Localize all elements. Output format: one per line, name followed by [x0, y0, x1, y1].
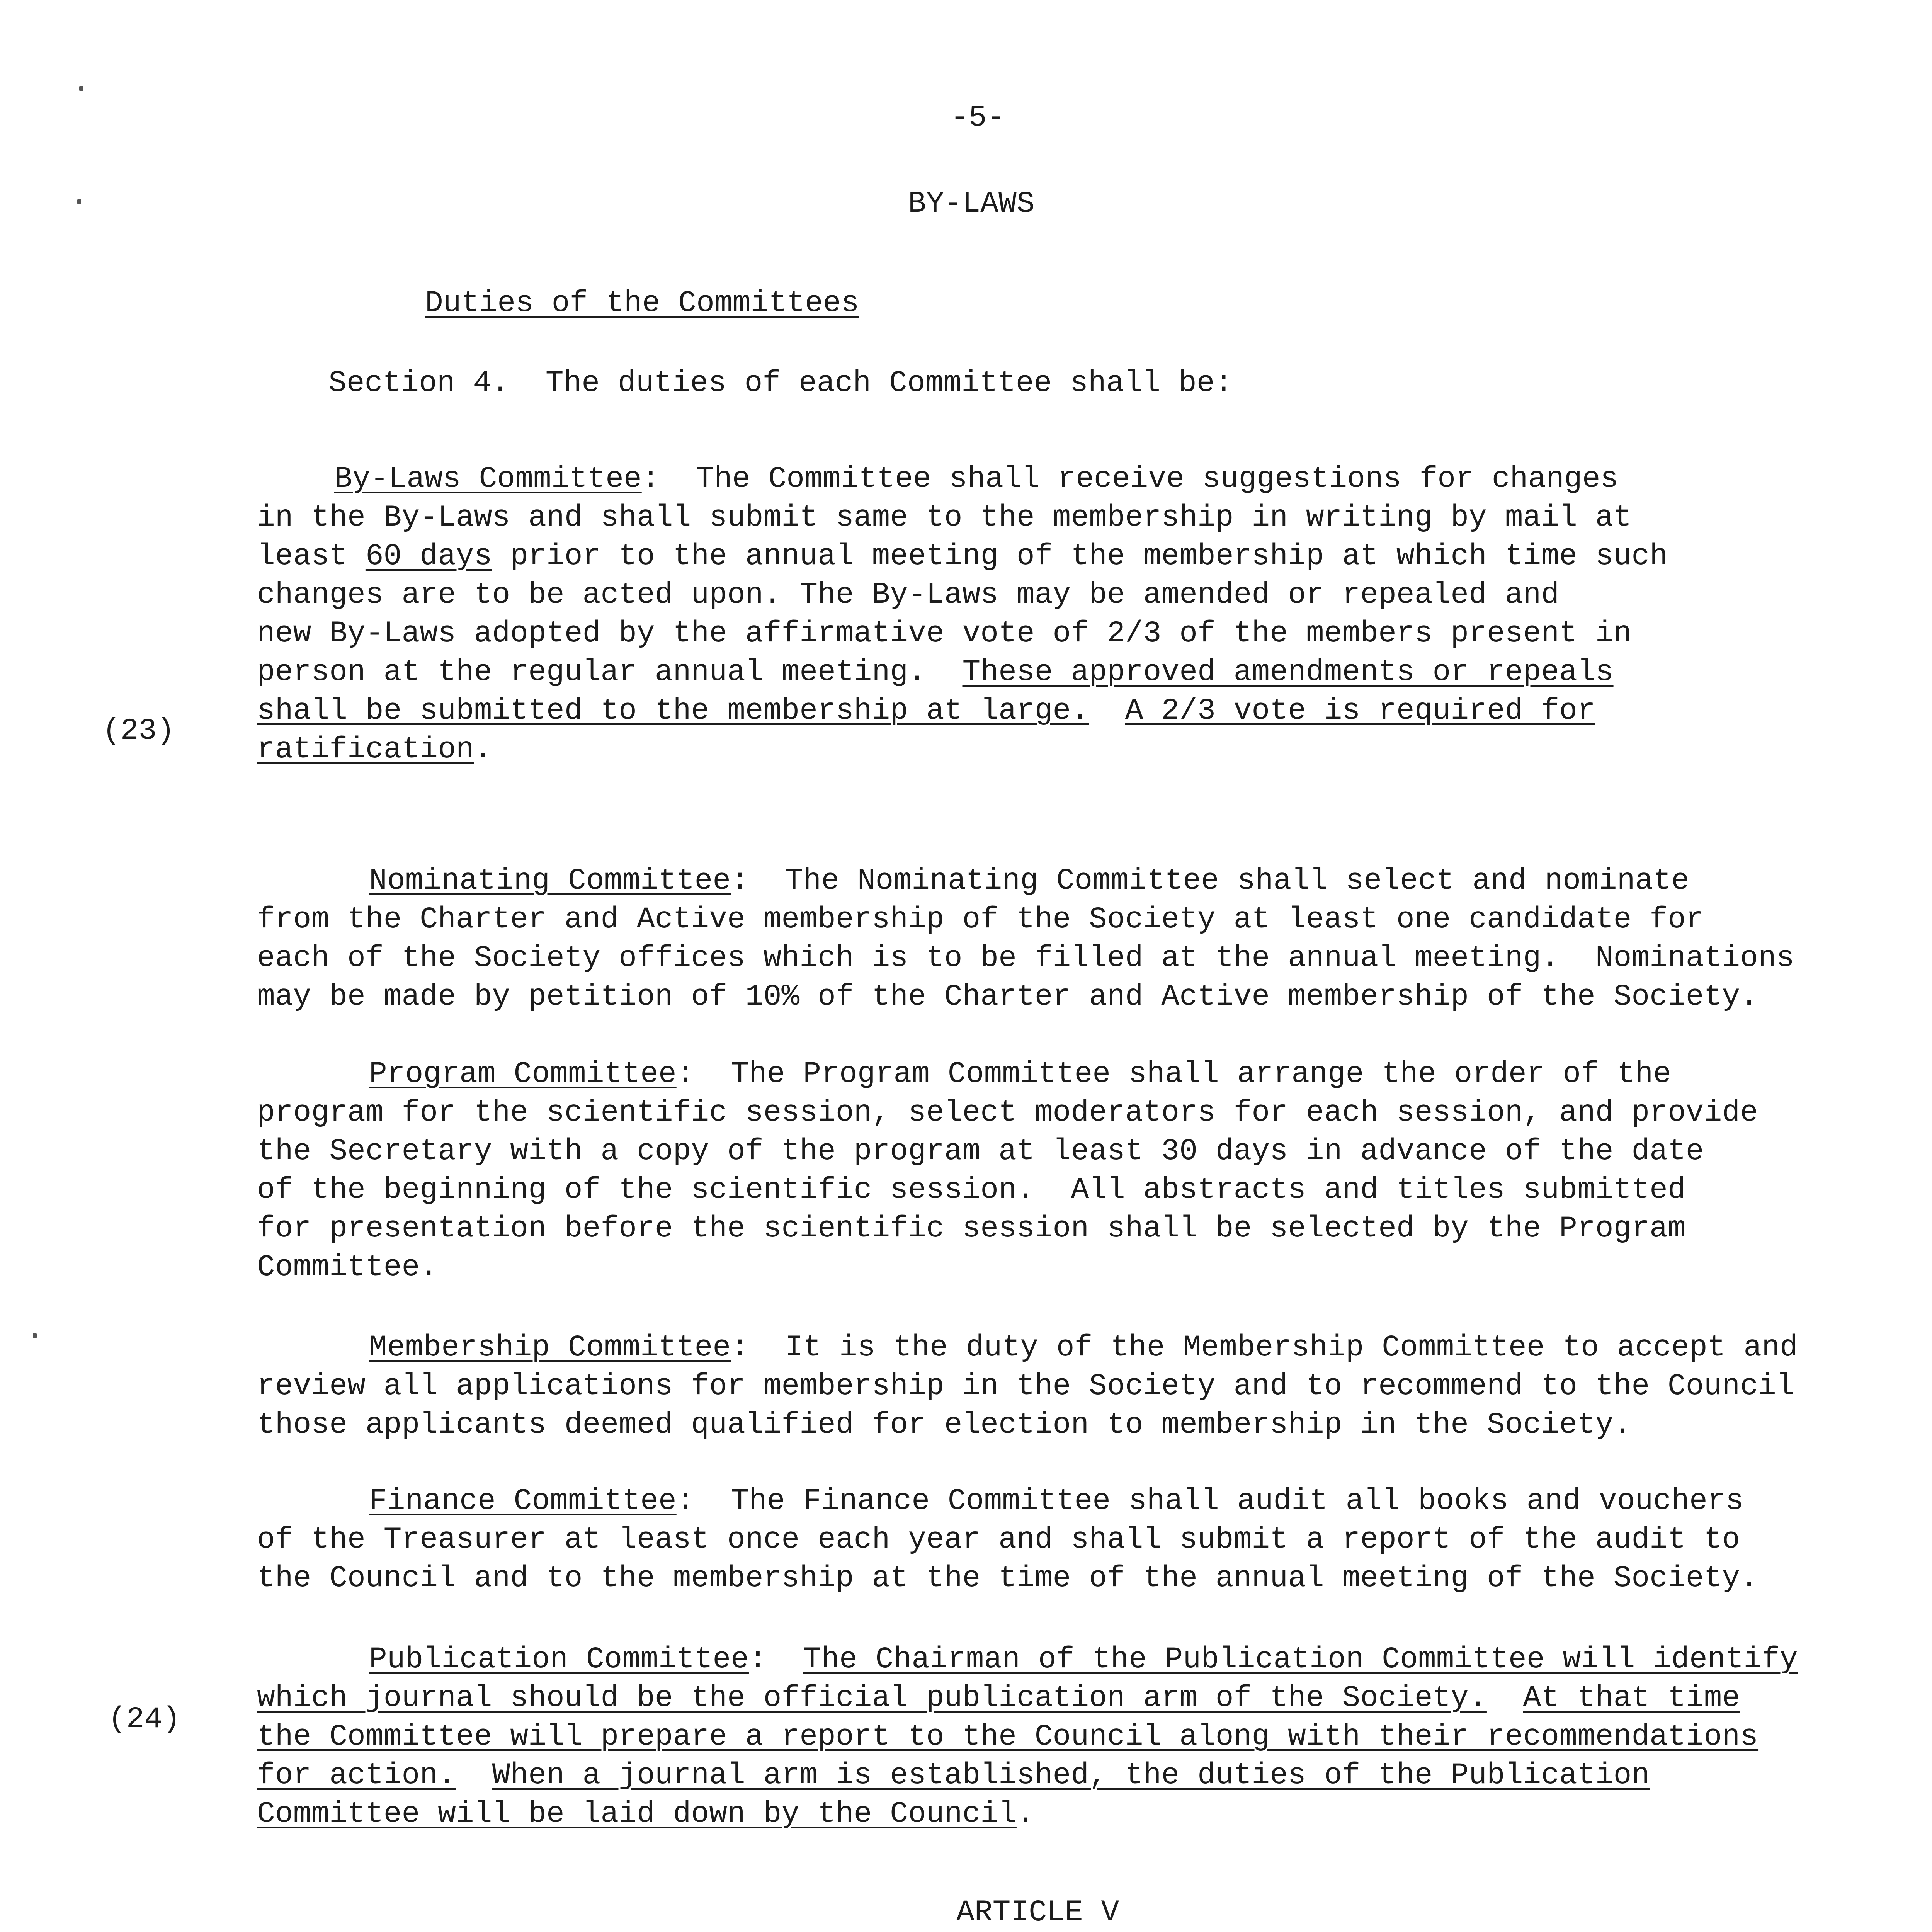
membership-committee-paragraph: Membership Committee: It is the duty of the Membership Committee to accept and review all applications for membership in the Society and to recommend to the Council those applicants deemed qualified for election to membership in the Society. — [257, 1331, 1798, 1442]
scan-speck — [79, 86, 83, 91]
program-committee-title: Program Committee — [369, 1057, 677, 1091]
scan-speck — [33, 1333, 37, 1338]
finance-committee-title: Finance Committee — [369, 1484, 677, 1518]
nominating-committee-paragraph: Nominating Committee: The Nominating Committee shall select and nominate from the Charter and Active membership of the Society at least one candidate for each of the Society offices which is to be filled at the annual meeting. Nominations may be made by petition of 10% of the Charter and Active membership of the Society. — [257, 864, 1794, 1014]
nominating-committee-title: Nominating Committee — [369, 864, 731, 898]
membership-committee-title: Membership Committee — [369, 1331, 731, 1365]
program-committee-paragraph: Program Committee: The Program Committee shall arrange the order of the program for the scientific session, select moderators for each session, and provide the Secretary with a copy of the program at least 30 days in advance of the date of the beginning of the scientific session. All abstracts and titles submitted for presentation before the scientific session shall be selected by the Program Committee. — [257, 1057, 1759, 1284]
publication-committee-title: Publication Committee — [369, 1643, 749, 1677]
bylaws-committee-paragraph: By-Laws Committee: The Committee shall receive suggestions for changes in the By-Laws and shall submit same to the membership in writing by mail at least 60 days prior to the annual meeting of the membership at which time such changes are to be acted upon. The By-Laws may be amended or repealed and new By-Laws adopted by the affirmative vote of 2/3 of the members present in person at the regular annual meeting. These approved amendments or repeals shall be submitted to the membership at large. A 2/3 vote is required for ratification. — [257, 462, 1668, 767]
section-heading-duties: Duties of the Committees — [425, 286, 859, 320]
margin-note-23: (23) — [102, 714, 175, 748]
article-number: ARTICLE V — [956, 1896, 1119, 1930]
section-4-intro: Section 4. The duties of each Committee shall be: — [328, 366, 1233, 400]
sixty-days: 60 days — [365, 539, 492, 573]
document-title: BY-LAWS — [908, 187, 1035, 221]
margin-note-24: (24) — [108, 1702, 181, 1736]
scan-speck — [77, 199, 81, 204]
finance-committee-paragraph: Finance Committee: The Finance Committee shall audit all books and vouchers of the Treasurer at least once each year and shall submit a report of the audit to the Council and to the membership at the time of the annual meeting of the Society. — [257, 1484, 1759, 1595]
publication-committee-paragraph: Publication Committee: The Chairman of the Publication Committee will identify which journal should be the official publication arm of the Society. At that time the Committee will prepare a report to the Council along with their recommendations for action. When a journal arm is established, the duties of the Publication Committee will be laid down by the Council. — [257, 1643, 1798, 1831]
page-number: -5- — [951, 101, 1005, 135]
bylaws-committee-title: By-Laws Committee — [334, 462, 642, 496]
